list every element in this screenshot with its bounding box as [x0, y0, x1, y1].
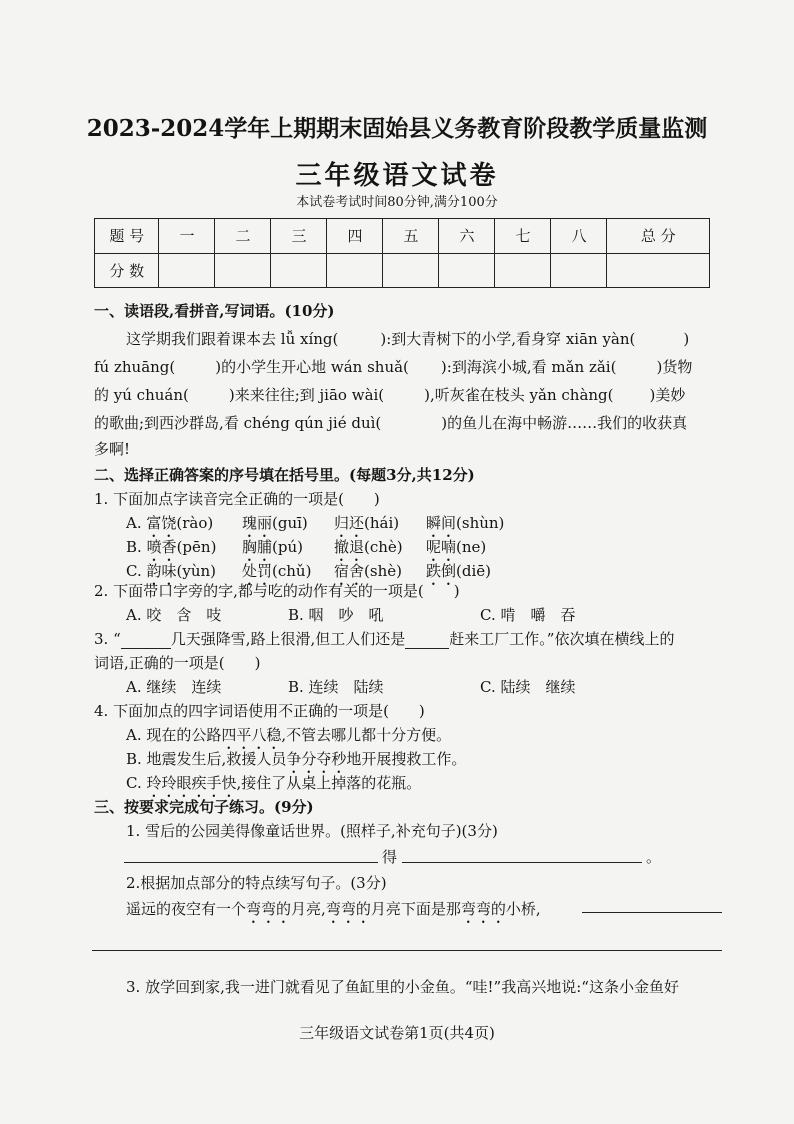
- section-3-heading: 三、按要求完成句子练习。(9分): [94, 798, 314, 816]
- score-cell: 总 分: [607, 219, 710, 254]
- question-2-2: 2. 下面带口字旁的字,都与吃的动作有关的一项是( ): [94, 582, 460, 600]
- option-1a-4: 瞬间(shùn): [426, 514, 505, 532]
- score-input-cell[interactable]: [495, 253, 551, 288]
- score-input-cell[interactable]: [159, 253, 215, 288]
- score-input-cell[interactable]: [439, 253, 495, 288]
- question-3-1: 1. 雪后的公园美得像童话世界。(照样子,补充句子)(3分): [126, 822, 498, 840]
- score-table-header-row: [95, 219, 710, 254]
- score-input-cell[interactable]: [271, 253, 327, 288]
- s1-line-5: 多啊!: [94, 440, 131, 458]
- score-input-cell[interactable]: [327, 253, 383, 288]
- option-1c-2: 处罚(chǔ): [242, 562, 312, 580]
- question-3-2-sentence: 遥远的夜空有一个弯弯的月亮,弯弯的月亮下面是那弯弯的小桥,: [126, 900, 541, 918]
- s1-line-1: 这学期我们跟着课本去 lǚ xíng( ):到大青树下的小学,看身穿 xiān yàn( ): [126, 330, 690, 348]
- score-cell: 七: [495, 219, 551, 254]
- option-1a-2: 瑰丽(guī): [242, 514, 308, 532]
- option-1a-3: 归还(hái): [334, 514, 400, 532]
- exam-note: 本试卷考试时间80分钟,满分100分: [296, 195, 498, 210]
- section-1-heading: 一、读语段,看拼音,写词语。(10分): [94, 302, 335, 320]
- score-input-cell[interactable]: [607, 253, 710, 288]
- score-cell: 四: [327, 219, 383, 254]
- exam-title: 2023-2024学年上期期末固始县义务教育阶段教学质量监测: [86, 115, 708, 142]
- option-1c-1: C. 韵味(yùn): [126, 562, 216, 580]
- answer-line[interactable]: [402, 862, 642, 863]
- answer-blank[interactable]: [405, 630, 449, 649]
- answer-blank[interactable]: [121, 630, 171, 649]
- option-2a: A. 咬 含 吱: [126, 606, 222, 624]
- option-4c: C. 玲玲眼疾手快,接住了从桌上掉落的花瓶。: [126, 774, 422, 792]
- score-cell: 六: [439, 219, 495, 254]
- option-1b-3: 撤退(chè): [334, 538, 403, 556]
- question-3-3: 3. 放学回到家,我一进门就看见了鱼缸里的小金鱼。“哇!”我高兴地说:“这条小金鱼好: [126, 978, 679, 996]
- option-1b-2: 胸脯(pú): [242, 538, 303, 556]
- q3-1-end: 。: [646, 848, 662, 866]
- option-4a: A. 现在的公路四平八稳,不管去哪儿都十分方便。: [126, 726, 452, 744]
- option-3c: C. 陆续 继续: [480, 678, 576, 696]
- s1-line-4: 的歌曲;到西沙群岛,看 chéng qún jié duì( )的鱼儿在海中畅游……我们的收获真: [94, 414, 688, 432]
- exam-subtitle: 三年级语文试卷: [295, 161, 499, 191]
- option-3a: A. 继续 连续: [126, 678, 222, 696]
- option-1a-1: A. 富饶(rào): [126, 514, 214, 532]
- option-1b-4: 呢喃(ne): [426, 538, 487, 556]
- score-cell: 题 号: [95, 219, 159, 254]
- answer-line[interactable]: [124, 862, 378, 863]
- score-table-score-row: [95, 253, 710, 288]
- option-3b: B. 连续 陆续: [288, 678, 384, 696]
- score-cell: 一: [159, 219, 215, 254]
- question-2-3: 3. “ 几天强降雪,路上很滑,但工人们还是 赶来工厂工作。”依次填在横线上的: [94, 630, 675, 648]
- score-table: [94, 218, 710, 288]
- score-cell: 五: [383, 219, 439, 254]
- option-1c-3: 宿舍(shè): [334, 562, 402, 580]
- answer-line[interactable]: [582, 912, 722, 913]
- option-2b: B. 咽 吵 吼: [288, 606, 384, 624]
- score-cell: 分 数: [95, 253, 159, 288]
- score-cell: 三: [271, 219, 327, 254]
- option-4b: B. 地震发生后,救援人员争分夺秒地开展搜救工作。: [126, 750, 467, 768]
- option-2c: C. 啃 嚼 吞: [480, 606, 576, 624]
- question-2-1: 1. 下面加点字读音完全正确的一项是( ): [94, 490, 380, 508]
- score-cell: 八: [551, 219, 607, 254]
- question-2-3-cont: 词语,正确的一项是( ): [94, 654, 261, 672]
- q3-1-de: 得: [382, 848, 398, 866]
- option-1b-1: B. 喷香(pēn): [126, 538, 217, 556]
- s1-line-3: 的 yú chuán( )来来往往;到 jiāo wài( ),听灰雀在枝头 yǎn chàng( )美妙: [94, 386, 686, 404]
- score-input-cell[interactable]: [383, 253, 439, 288]
- page-footer: 三年级语文试卷第1页(共4页): [299, 1024, 495, 1042]
- s1-line-2: fú zhuāng( )的小学生开心地 wán shuǎ( ):到海滨小城,看 mǎn zǎi( )货物: [94, 358, 693, 376]
- question-3-2: 2.根据加点部分的特点续写句子。(3分): [126, 874, 387, 892]
- score-cell: 二: [215, 219, 271, 254]
- section-2-heading: 二、选择正确答案的序号填在括号里。(每题3分,共12分): [94, 466, 475, 484]
- score-input-cell[interactable]: [215, 253, 271, 288]
- question-2-4: 4. 下面加点的四字词语使用不正确的一项是( ): [94, 702, 425, 720]
- answer-line[interactable]: [92, 950, 722, 951]
- option-1c-4: 跌倒(diē): [426, 562, 491, 580]
- score-input-cell[interactable]: [551, 253, 607, 288]
